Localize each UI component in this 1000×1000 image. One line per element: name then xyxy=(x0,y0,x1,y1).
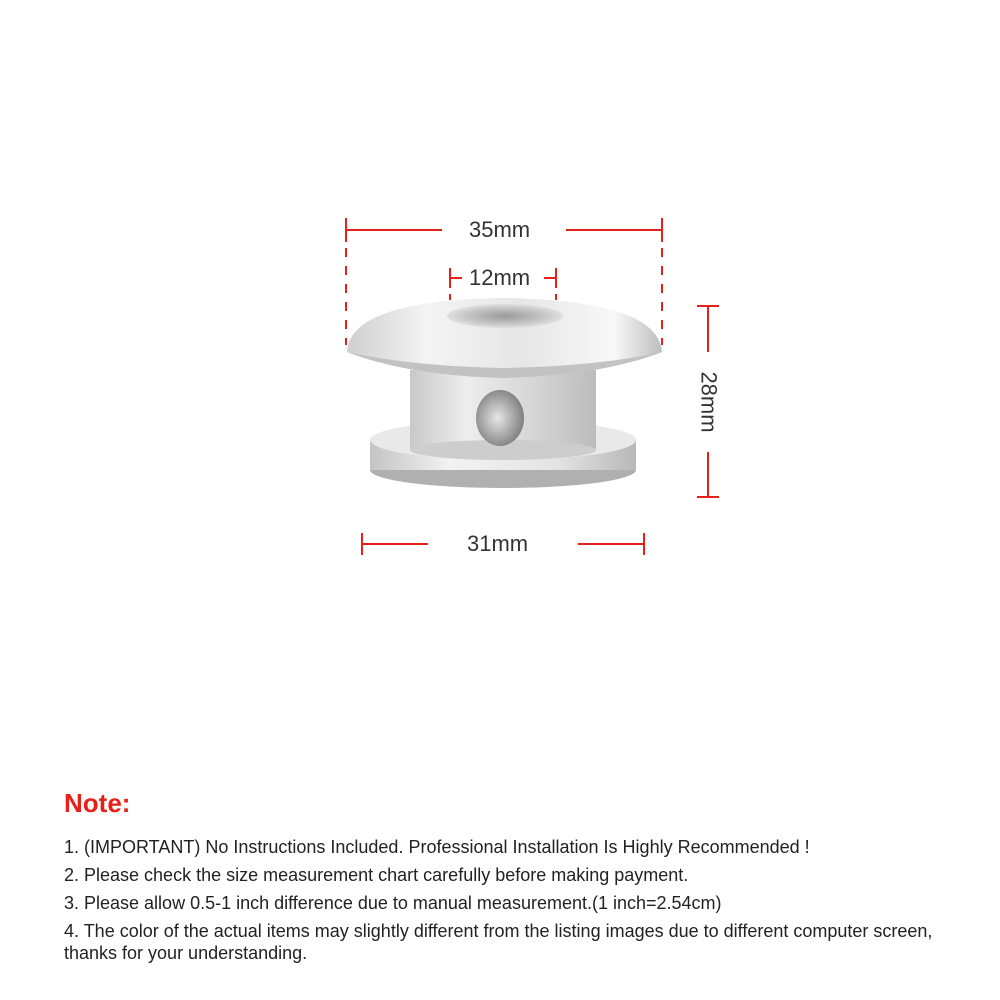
dim-label-31: 31mm xyxy=(467,531,529,556)
dim-label-35: 35mm xyxy=(469,217,531,242)
note-item: 4. The color of the actual items may slightly different from the listing images due to different computer screen, thanks for your understanding. xyxy=(64,921,933,963)
note-title: Note: xyxy=(64,788,131,818)
dim-label-12: 12mm xyxy=(469,265,531,290)
note-list xyxy=(64,836,974,970)
note-item: 3. Please allow 0.5-1 inch difference due to manual measurement.(1 inch=2.54cm) xyxy=(64,893,722,913)
top-hole xyxy=(447,304,563,328)
dim-label-28: 28mm xyxy=(696,371,722,433)
note-item: 1. (IMPORTANT) No Instructions Included. Professional Installation Is Highly Recommended ! xyxy=(64,837,810,857)
note-item: 2. Please check the size measurement chart carefully before making payment. xyxy=(64,865,689,885)
shaft xyxy=(410,370,596,460)
side-hole xyxy=(476,390,524,446)
cap xyxy=(347,298,662,378)
